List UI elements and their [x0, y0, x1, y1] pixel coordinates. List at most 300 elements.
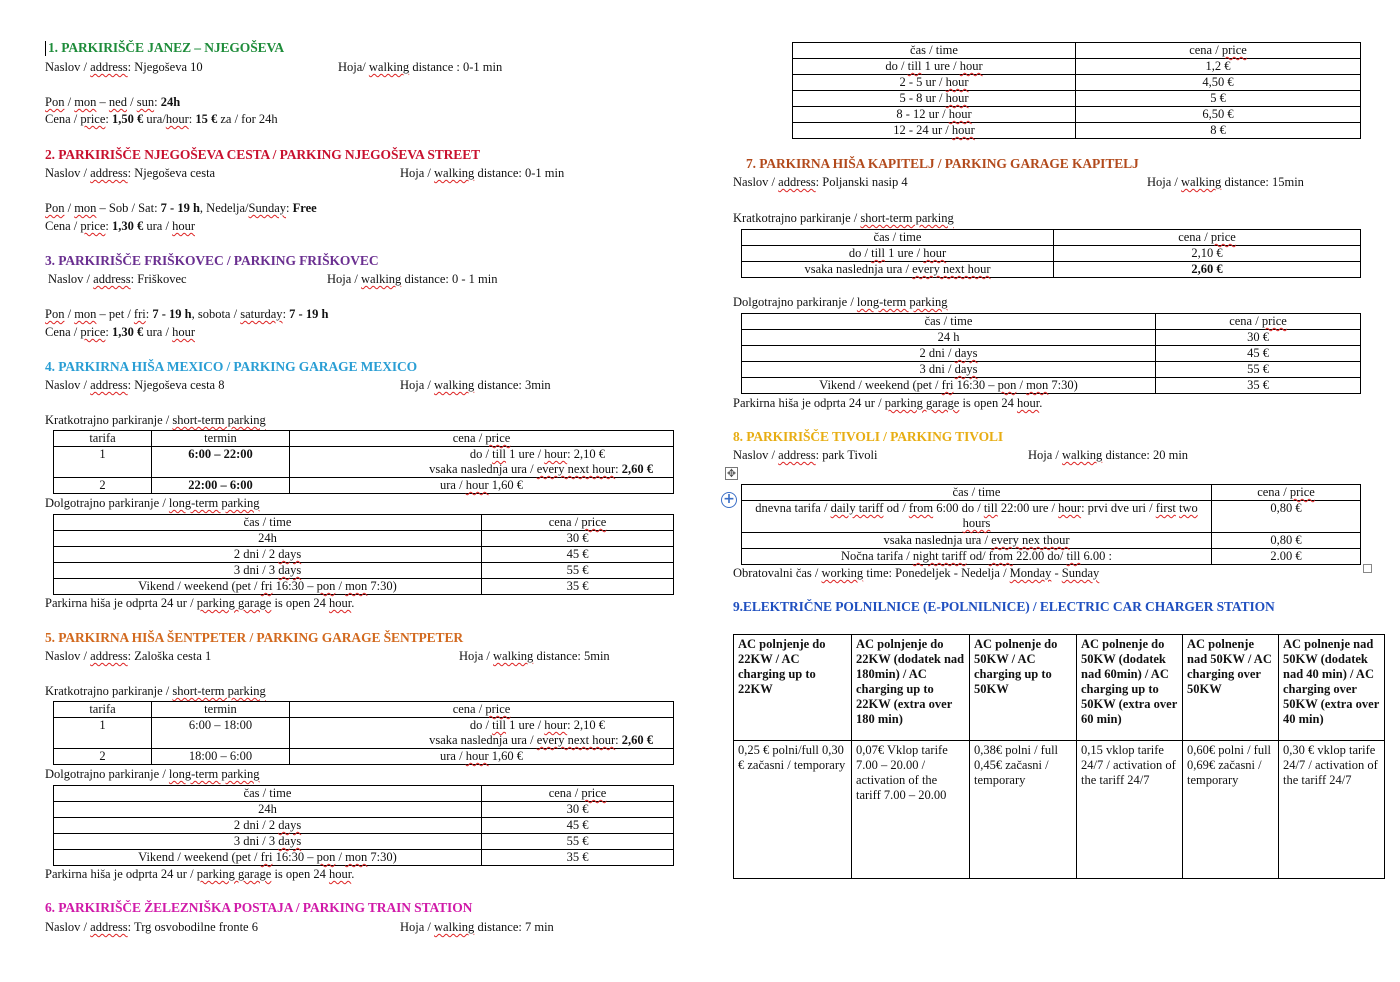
section-6-address	[45, 919, 685, 935]
label: ura/	[143, 112, 166, 126]
label: hour	[1016, 396, 1040, 410]
label: Naslov /	[45, 378, 91, 392]
label: :	[145, 307, 153, 321]
label: walking	[493, 649, 534, 663]
table-cell: 2	[54, 478, 152, 494]
section-8-title	[733, 429, 1003, 445]
label: long-term parking	[856, 295, 948, 309]
label: do /	[848, 246, 872, 260]
label: price	[485, 702, 511, 716]
label: hour	[948, 107, 972, 121]
table-cell: 18:00 – 6:00	[152, 749, 290, 765]
section-5-long-term-label	[45, 766, 260, 782]
label: –	[96, 95, 109, 109]
table-row	[742, 533, 1361, 549]
label: night tariff	[912, 549, 967, 563]
table-cell: 1,2 €	[1076, 59, 1361, 75]
label: every nex thour	[991, 533, 1070, 547]
label: is open 24	[959, 396, 1017, 410]
table-row	[734, 741, 1385, 879]
section-8-walking	[1028, 447, 1188, 463]
table-cell	[290, 749, 674, 765]
table-header: čas / time	[742, 485, 1212, 501]
table-row	[742, 362, 1361, 378]
label: Sunday	[248, 201, 287, 215]
label: Hoja /	[400, 378, 435, 392]
hours-value: 7 - 19 h	[152, 307, 192, 321]
section-3-days	[45, 306, 328, 322]
label: do /	[469, 718, 493, 732]
label: hour	[172, 219, 195, 233]
table-row	[742, 262, 1361, 278]
label: Hoja /	[459, 649, 494, 663]
section-3-title-text: 3. PARKIRIŠČE FRIŠKOVEC / PARKING FRIŠKOVEC	[45, 253, 379, 268]
section-4-title	[45, 359, 417, 375]
label: mon	[74, 95, 97, 109]
section-1-price	[45, 111, 278, 127]
label: : 2,10 €	[567, 718, 605, 732]
table-cell: 6:00 – 18:00	[152, 718, 290, 749]
table-cell	[742, 533, 1212, 549]
label: hour	[951, 123, 975, 137]
table-cell: 30 €	[482, 802, 674, 818]
label: every next hour	[912, 262, 991, 276]
label: 8 - 12 ur /	[896, 107, 949, 121]
label: :	[615, 462, 622, 476]
label: Hoja/	[338, 60, 369, 74]
label: Naslov /	[45, 60, 91, 74]
table-row	[54, 531, 674, 547]
table-row	[742, 246, 1361, 262]
table-cell: 22:00 – 6:00	[152, 478, 290, 494]
label: Vikend / weekend (pet /	[138, 579, 261, 593]
label: hour	[1058, 501, 1082, 515]
table-row	[54, 749, 674, 765]
label: .	[351, 867, 355, 881]
table-header: AC polnenje nad 50KW (dodatek nad 40 min) / AC charging over 50KW (extra over 40 min)	[1279, 635, 1385, 741]
label: 1 ure /	[885, 246, 924, 260]
table-move-handle-icon[interactable]: ✥	[726, 467, 737, 480]
table-header-row	[742, 485, 1361, 501]
label: days	[278, 563, 302, 577]
label: cena /	[548, 515, 582, 529]
table-header: čas / time	[793, 43, 1076, 59]
label: till	[492, 718, 507, 732]
table-header	[482, 515, 674, 531]
label: address	[90, 920, 128, 934]
label: is open 24	[271, 596, 329, 610]
label: : prvi dve uri /	[1081, 501, 1156, 515]
section-2-address	[45, 165, 685, 181]
table-header	[1054, 230, 1361, 246]
section-6-title	[45, 900, 472, 916]
table-header	[290, 702, 674, 718]
label: walking	[1181, 175, 1222, 189]
section-8-price-table	[741, 484, 1361, 565]
section-9-charger-table	[733, 634, 1385, 879]
label: ura /	[143, 325, 173, 339]
label: address	[90, 378, 128, 392]
table-cell	[54, 850, 482, 866]
label: hour	[544, 718, 568, 732]
section-4-short-term-table	[53, 430, 674, 494]
label: Pon	[45, 307, 65, 321]
table-cell: 35 €	[1156, 378, 1361, 394]
table-row	[54, 563, 674, 579]
walking-value: distance: 0 - 1 min	[401, 272, 498, 286]
label: 6.00 :	[1080, 549, 1112, 563]
label: Naslov /	[48, 272, 94, 286]
address-value: : Njegoševa 10	[127, 60, 203, 74]
section-5-long-term-table	[53, 785, 674, 866]
label: 6:00 do /	[933, 501, 984, 515]
table-cell: 1	[54, 447, 152, 478]
address-value: : park Tivoli	[815, 448, 878, 462]
label: 3 dni /	[919, 362, 955, 376]
label: days	[278, 547, 302, 561]
table-header: tarifa	[54, 702, 152, 718]
label: 2 dni /	[919, 346, 955, 360]
address-value: : Poljanski nasip 4	[815, 175, 908, 189]
table-cell: 35 €	[482, 850, 674, 866]
table-cell: 24h	[54, 531, 482, 547]
label: Hoja /	[1028, 448, 1063, 462]
label: hour	[165, 112, 189, 126]
label: /	[1016, 378, 1027, 392]
table-row	[793, 75, 1361, 91]
price-value: 1,50 €	[112, 112, 144, 126]
table-header	[1212, 485, 1361, 501]
table-cell: 0,30 € vklop tarife 24/7 / activation of the tariff 24/7	[1279, 741, 1385, 879]
label: cena /	[1178, 230, 1211, 244]
label: ned	[108, 95, 127, 109]
section-3-walking	[327, 271, 497, 287]
label: address	[778, 175, 816, 189]
label: till	[492, 447, 507, 461]
label: Kratkotrajno parkiranje /	[45, 413, 173, 427]
table-cell	[290, 447, 674, 478]
table-row	[54, 579, 674, 595]
label: price	[80, 219, 106, 233]
section-7-short-term-label	[733, 210, 954, 226]
label: Pon	[45, 95, 65, 109]
table-cell	[793, 59, 1076, 75]
label: long-term parking	[168, 496, 260, 510]
table-resize-handle[interactable]	[1363, 564, 1372, 573]
table-header-row	[793, 43, 1361, 59]
walking-value: distance: 20 min	[1102, 448, 1189, 462]
label: parking garage	[196, 867, 272, 881]
section-1-title-text: 1. PARKIRIŠČE JANEZ – NJEGOŠEVA	[48, 40, 285, 55]
label: cena /	[548, 786, 582, 800]
table-row	[54, 718, 674, 749]
label: Hoja /	[400, 920, 435, 934]
section-5-title-text: 5. PARKIRNA HIŠA ŠENTPETER / PARKING GARAGE ŠENTPETER	[45, 630, 464, 645]
table-row	[793, 107, 1361, 123]
address-value: : Friškovec	[130, 272, 187, 286]
label: do /	[469, 447, 493, 461]
label: Naslov /	[733, 175, 779, 189]
table-cell	[742, 501, 1212, 533]
label: price	[1261, 314, 1287, 328]
table-cell: 8 €	[1076, 123, 1361, 139]
address-value: : Njegoševa cesta	[127, 166, 216, 180]
section-1-days	[45, 94, 180, 110]
label: Cena /	[45, 219, 81, 233]
table-cell	[742, 378, 1156, 394]
table-row	[793, 59, 1361, 75]
label: :	[286, 201, 293, 215]
section-7-open-note	[733, 395, 1042, 411]
label: do /	[885, 59, 908, 73]
address-value: : Trg osvobodilne fronte 6	[127, 920, 258, 934]
label: from	[988, 549, 1013, 563]
label: vsaka naslednja ura /	[804, 262, 913, 276]
hours-value: 7 - 19 h	[289, 307, 329, 321]
table-header: AC polnjenje do 22KW (dodatek nad 180min) / AC charging up to 22KW (extra over 180 min)	[852, 635, 970, 741]
label: fri	[260, 850, 273, 864]
label: 2 dni / 2	[233, 818, 279, 832]
hours-value: 24h	[160, 95, 181, 109]
label: every next hour	[536, 462, 616, 476]
label: hour	[923, 246, 947, 260]
table-cell: 45 €	[1156, 346, 1361, 362]
section-4-address	[45, 377, 685, 393]
label: mon	[345, 579, 368, 593]
table-header: čas / time	[742, 230, 1054, 246]
table-header	[290, 431, 674, 447]
label: walking	[434, 920, 475, 934]
label: vsaka naslednja ura /	[429, 733, 537, 747]
label: address	[90, 60, 128, 74]
table-cell: 1	[54, 718, 152, 749]
section-8-working-time	[733, 565, 1099, 581]
table-cell: 30 €	[1156, 330, 1361, 346]
label: 16:30 –	[953, 378, 998, 392]
table-header-row	[742, 230, 1361, 246]
section-4-short-term-label	[45, 412, 266, 428]
section-4-long-term-table	[53, 514, 674, 595]
label: days	[278, 834, 302, 848]
label: long-term parking	[168, 767, 260, 781]
label: pon	[316, 850, 336, 864]
label: Naslov /	[45, 920, 91, 934]
label: cena /	[452, 431, 486, 445]
label: od/	[966, 549, 989, 563]
label: fri	[260, 579, 273, 593]
label: till	[983, 501, 998, 515]
table-cell	[290, 478, 674, 494]
label: 7:30)	[367, 850, 397, 864]
label: pon	[316, 579, 336, 593]
table-cell: 2	[54, 749, 152, 765]
table-row	[742, 330, 1361, 346]
label: Obratovalni čas /	[733, 566, 822, 580]
label: till	[871, 246, 886, 260]
label: till	[907, 59, 922, 73]
label: 1 ure /	[921, 59, 960, 73]
section-2-price	[45, 218, 195, 234]
label: , sobota /	[191, 307, 241, 321]
table-header	[1076, 43, 1361, 59]
label: walking	[361, 272, 402, 286]
label: hour	[328, 596, 352, 610]
label: vsaka naslednja ura /	[429, 462, 537, 476]
table-cell	[742, 262, 1054, 278]
table-header	[482, 786, 674, 802]
label: price	[581, 786, 607, 800]
table-cell	[742, 362, 1156, 378]
label: 3 dni / 3	[233, 563, 279, 577]
label: days	[954, 346, 978, 360]
price-line	[293, 718, 605, 733]
label: price	[80, 325, 106, 339]
label: ura /	[440, 478, 466, 492]
label: za / for 24h	[217, 112, 278, 126]
section-2-title	[45, 147, 480, 163]
table-row	[54, 834, 674, 850]
label: short-term parking	[860, 211, 954, 225]
label: .	[351, 596, 355, 610]
table-header: AC polnenje do 50KW (dodatek nad 60min) / AC charging up to 50KW (extra over 60 min)	[1077, 635, 1183, 741]
section-7-long-term-table	[741, 313, 1361, 394]
table-cell	[54, 547, 482, 563]
label: 22:00 ure /	[997, 501, 1059, 515]
table-cell	[793, 107, 1076, 123]
table-row	[54, 850, 674, 866]
label: Parkirna hiša je odprta 24 ur /	[733, 396, 885, 410]
table-row	[742, 501, 1361, 533]
label: sun	[136, 95, 155, 109]
table-row	[54, 802, 674, 818]
add-row-icon[interactable]: +	[721, 492, 737, 508]
label: two hours	[962, 501, 1198, 530]
label: days	[278, 818, 302, 832]
table-cell	[290, 718, 674, 749]
table-cell: 0,25 € polni/full 0,30 € začasni / temporary	[734, 741, 852, 879]
label: mon	[74, 307, 97, 321]
section-4-long-term-label	[45, 495, 260, 511]
label: 2 dni / 2	[233, 547, 279, 561]
section-9-title	[733, 599, 1275, 615]
price-value: 2,60 €	[621, 462, 653, 476]
label: Parkirna hiša je odprta 24 ur /	[45, 867, 197, 881]
table-cell: 24 h	[742, 330, 1156, 346]
section-7-title	[746, 156, 1139, 172]
table-header-row	[54, 702, 674, 718]
label: price	[80, 112, 106, 126]
label: dnevna tarifa /	[755, 501, 831, 515]
table-header: AC polnenje nad 50KW / AC charging over 50KW	[1183, 635, 1279, 741]
label: od /	[883, 501, 909, 515]
section-4-title-text: 4. PARKIRNA HIŠA MEXICO / PARKING GARAGE MEXICO	[45, 359, 418, 374]
label: time: Ponedeljek - Nedelja /	[863, 566, 1010, 580]
label: Vikend / weekend (pet /	[819, 378, 942, 392]
label: Kratkotrajno parkiranje /	[733, 211, 861, 225]
walking-value: distance: 5min	[533, 649, 610, 663]
table-cell: 0,07€ Vklop tarife 7.00 – 20.00 / activation of the tariff 7.00 – 20.00	[852, 741, 970, 879]
table-cell	[54, 818, 482, 834]
table-cell: 55 €	[1156, 362, 1361, 378]
table-row	[742, 378, 1361, 394]
table-header-row	[54, 515, 674, 531]
label: /	[64, 307, 75, 321]
label: walking	[1062, 448, 1103, 462]
label: :	[154, 95, 161, 109]
section-8-title-text: 8. PARKIRIŠČE TIVOLI / PARKING TIVOLI	[733, 429, 1004, 444]
price-line	[293, 733, 653, 748]
label: ura /	[440, 749, 466, 763]
label: address	[93, 272, 131, 286]
label: Nočna tarifa /	[841, 549, 913, 563]
label: hour	[172, 325, 195, 339]
label: 7:30)	[1048, 378, 1078, 392]
label: 1 ure /	[506, 718, 545, 732]
table-cell: 5 €	[1076, 91, 1361, 107]
table-cell	[54, 834, 482, 850]
table-header: čas / time	[54, 515, 482, 531]
label: fri	[133, 307, 146, 321]
label: 1,60 €	[488, 478, 523, 492]
label: Naslov /	[45, 166, 91, 180]
table-cell: 24h	[54, 802, 482, 818]
walking-value: distance: 3min	[474, 378, 551, 392]
label: walking	[434, 378, 475, 392]
label: hour	[945, 91, 969, 105]
label: price	[581, 515, 607, 529]
label: 12 - 24 ur /	[893, 123, 952, 137]
walking-value: distance : 0-1 min	[409, 60, 503, 74]
price-value: 1,30 €	[112, 219, 144, 233]
table-cell: 2,10 €	[1054, 246, 1361, 262]
walking-value: distance: 0-1 min	[474, 166, 565, 180]
label: hour	[544, 447, 568, 461]
section-2-days	[45, 200, 317, 216]
label: Naslov /	[45, 649, 91, 663]
label: fri	[941, 378, 954, 392]
section-3-price	[45, 324, 195, 340]
price-value: 15 €	[195, 112, 218, 126]
price-line	[293, 447, 605, 462]
section-7-long-term-label	[733, 294, 948, 310]
table-header: termin	[152, 702, 290, 718]
section-5-short-term-table	[53, 701, 674, 765]
label: ura /	[143, 219, 173, 233]
table-cell: 0,80 €	[1212, 533, 1361, 549]
table-row	[793, 123, 1361, 139]
label: cena /	[1257, 485, 1290, 499]
label: hour	[959, 59, 983, 73]
label: Cena /	[45, 112, 81, 126]
label: mon	[74, 201, 97, 215]
table-cell: 45 €	[482, 818, 674, 834]
label: /	[126, 95, 137, 109]
label: daily tariff	[830, 501, 884, 515]
table-header: AC polnenje do 50KW / AC charging up to 50KW	[970, 635, 1077, 741]
label: hour	[945, 75, 969, 89]
label: 16:30 –	[272, 850, 317, 864]
label: is open 24	[271, 867, 329, 881]
section-1-address	[45, 59, 685, 75]
label: 1,60 €	[488, 749, 523, 763]
label: mon	[345, 850, 368, 864]
label: address	[778, 448, 816, 462]
label: address	[90, 166, 128, 180]
table-cell	[793, 123, 1076, 139]
label: walking	[434, 166, 475, 180]
label: hour	[465, 478, 489, 492]
table-cell: 2,60 €	[1054, 262, 1361, 278]
